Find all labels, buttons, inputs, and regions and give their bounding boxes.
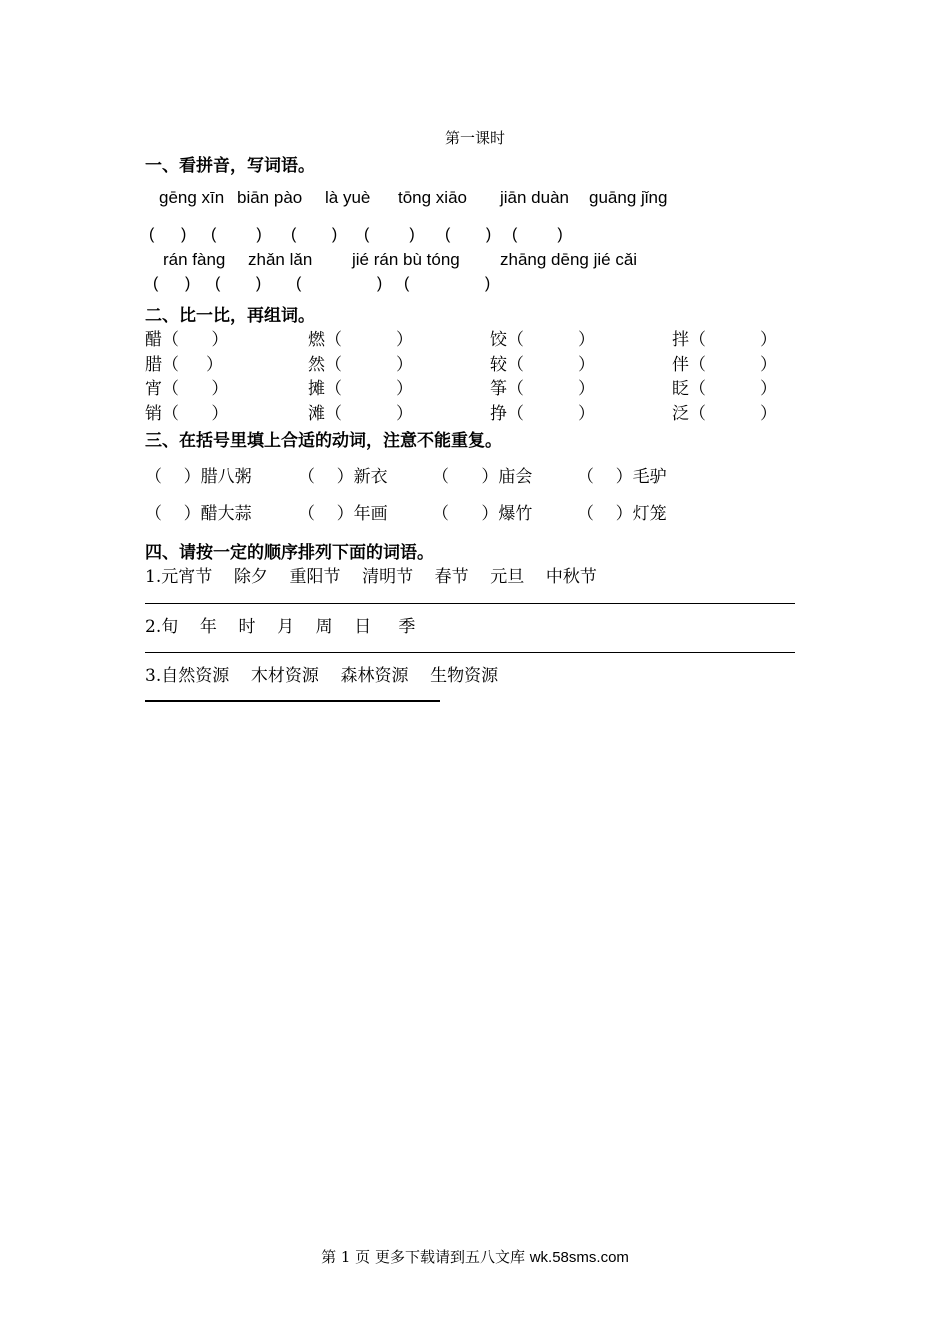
answer-blank: ( ) (149, 226, 187, 243)
footer-text: 第 1 页 更多下载请到五八文库 (321, 1248, 530, 1266)
section-2-heading: 二、比一比，再组词。 (145, 306, 315, 326)
question-1: 1.元宵节 除夕 重阳节 清明节 春节 元旦 中秋节 (145, 567, 597, 587)
section-4-heading: 四、请按一定的顺序排列下面的词语。 (145, 543, 434, 563)
compare-item: 醋（ ） (145, 330, 229, 350)
compare-item: 销（ ） (145, 404, 229, 424)
compare-item: 腊（ ） (145, 355, 224, 375)
answer-blank: ( ) (211, 226, 262, 243)
answer-blank: ( ) (291, 226, 338, 243)
pinyin-word: guāng jǐng (589, 188, 668, 207)
verb-blank-item: （ ）年画 (298, 504, 388, 524)
compare-item: 摊（ ） (308, 379, 414, 399)
answer-line (145, 603, 795, 604)
question-3: 3.自然资源 木材资源 森林资源 生物资源 (145, 666, 499, 686)
pinyin-word: jiān duàn (500, 188, 570, 207)
verb-blank-item: （ ）爆竹 (432, 504, 533, 524)
compare-item: 眨（ ） (672, 379, 778, 399)
compare-item: 饺（ ） (490, 330, 596, 350)
section-1-heading: 一、看拼音，写词语。 (145, 156, 315, 176)
compare-item: 燃（ ） (308, 330, 414, 350)
page-footer (0, 1246, 950, 1267)
pinyin-word: jié rán bù tóng (352, 250, 460, 269)
answer-blank: ( ) (445, 226, 492, 243)
answer-blank: ( ) (364, 226, 415, 243)
pinyin-word: zhāng dēng jié cǎi (500, 250, 638, 269)
question-2: 2.旬 年 时 月 周 日 季 (145, 617, 416, 637)
verb-blank-item: （ ）灯笼 (577, 504, 667, 524)
compare-item: 泛（ ） (672, 404, 778, 424)
compare-item: 宵（ ） (145, 379, 229, 399)
compare-item: 挣（ ） (490, 404, 596, 424)
footer-site-link[interactable]: wk.58sms.com (529, 1249, 629, 1266)
compare-item: 拌（ ） (672, 330, 778, 350)
answer-blank: ( ) (512, 226, 563, 243)
verb-blank-item: （ ）醋大蒜 (145, 504, 252, 524)
section-3-heading: 三、在括号里填上合适的动词，注意不能重复。 (145, 431, 502, 451)
answer-blank: ( ) (404, 275, 491, 292)
compare-item: 伴（ ） (672, 355, 778, 375)
compare-item: 然（ ） (308, 355, 414, 375)
answer-line (145, 700, 440, 702)
verb-blank-item: （ ）腊八粥 (145, 467, 252, 487)
verb-blank-item: （ ）庙会 (432, 467, 533, 487)
pinyin-word: rán fàng (163, 250, 226, 269)
verb-blank-item: （ ）毛驴 (577, 467, 667, 487)
answer-blank: ( ) (296, 275, 383, 292)
compare-item: 筝（ ） (490, 379, 596, 399)
pinyin-word: gēng xīn (159, 188, 225, 207)
compare-item: 滩（ ） (308, 404, 414, 424)
pinyin-word: zhǎn lǎn (248, 250, 313, 269)
pinyin-word: tōng xiāo (398, 188, 467, 207)
answer-blank: ( ) (153, 275, 191, 292)
pinyin-word: biān pào (237, 188, 303, 207)
pinyin-word: là yuè (325, 188, 371, 207)
verb-blank-item: （ ）新衣 (298, 467, 388, 487)
compare-item: 较（ ） (490, 355, 596, 375)
answer-line (145, 652, 795, 653)
answer-blank: ( ) (215, 275, 262, 292)
page-title: 第一课时 (444, 129, 505, 147)
